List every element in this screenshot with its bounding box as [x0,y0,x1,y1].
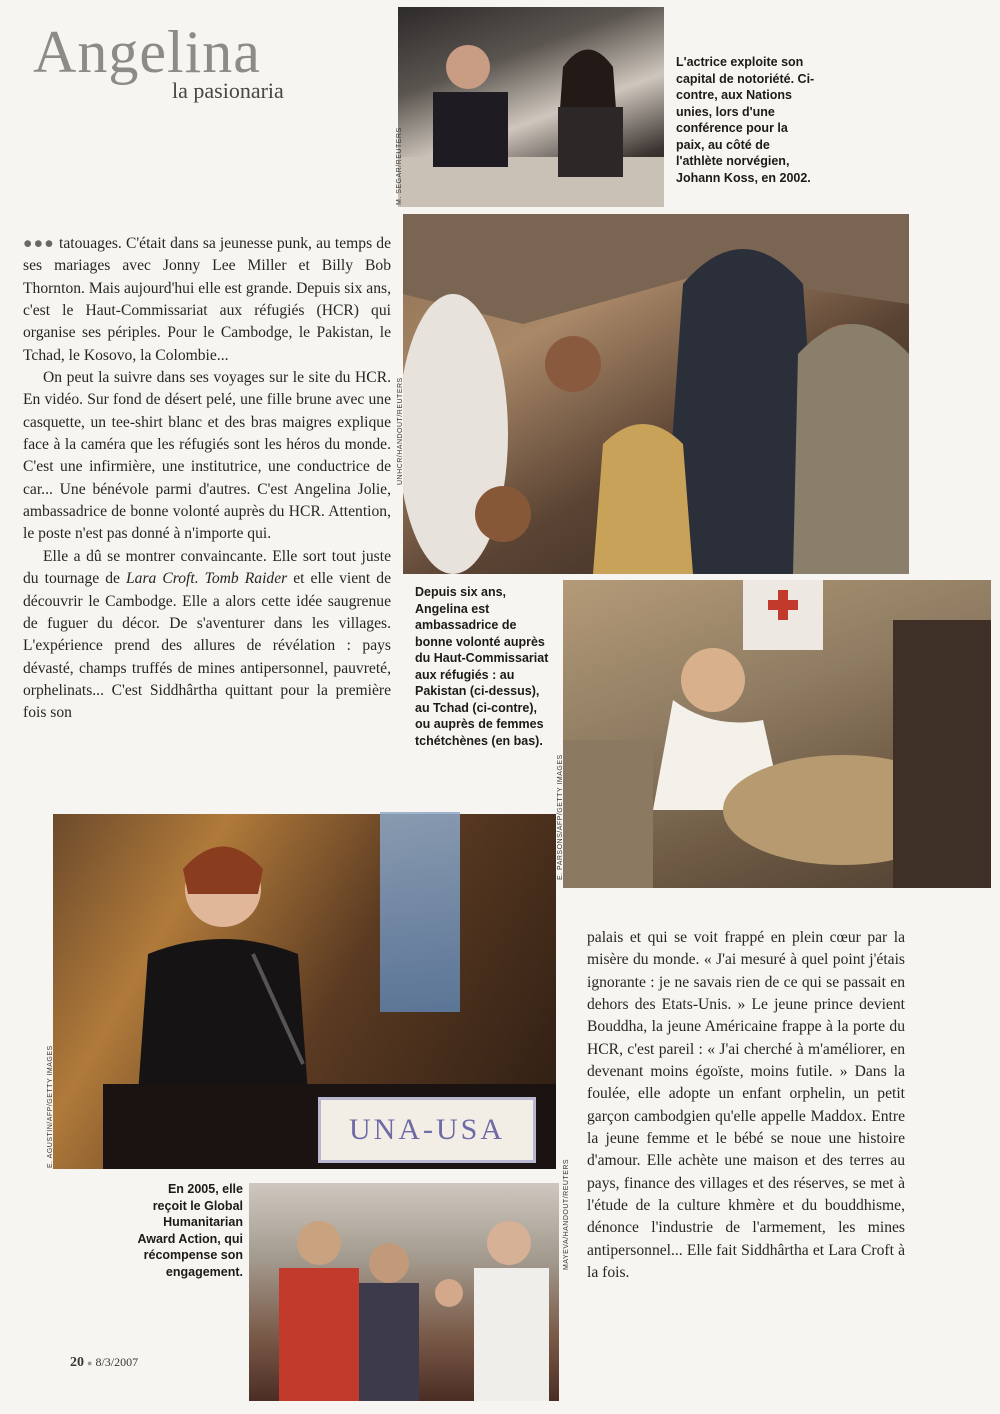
caption-chad: Depuis six ans, Angelina est ambassadrice de bonne volonté auprès du Haut-Commissariat aux réfugiés : au Pakistan (ci-dessus), au Tchad (ci-contre), ou auprès de femmes tchétchènes (en bas). [415,585,549,748]
issue-date: 8/3/2007 [95,1355,139,1369]
caption-un-conference: L'actrice exploite son capital de notoriété. Ci-contre, aux Nations unies, lors d'une conférence pour la paix, au côté de l'athlète norvégien, Johann Koss, en 2002. [676,55,815,185]
un-flag [380,812,460,1012]
article-title: Angelina [33,19,261,85]
article-paragraph [23,546,391,725]
chad-illustration [563,580,991,888]
chechnya-illustration [249,1183,559,1401]
sign-text: UNA-USA [349,1113,505,1146]
photo-credit: E. PARSONS/AFP/GETTY IMAGES [557,754,564,880]
paragraph-text: et elle vient de découvrir le Cambodge. Elle a alors cette idée saugrenue de fuguer du décor. De s'aventurer dans les villages. L'expérience prend des allures de révélation : pays dévasté, champs truffés de mines antipersonnel, pauvreté, orphelinats... C'est Siddhârtha quittant pour la première fois son [23,570,391,722]
footer-separator: ● [87,1358,93,1368]
pakistan-illustration [403,214,909,574]
una-usa-sign [318,1097,536,1163]
photo-un-conference [398,7,664,207]
article-paragraph [23,233,391,367]
page-number: 20 [70,1355,84,1370]
un-conference-illustration [398,7,664,207]
film-title: Lara Croft. Tomb Raider [125,570,288,588]
photo-chechnya [249,1183,559,1401]
photo-pakistan [403,214,909,574]
article-column-1 [23,233,391,725]
page-footer [70,1355,138,1371]
photo-credit: UNHCR/HANDOUT/REUTERS [397,377,404,485]
bullet-marker: ●●● [23,235,55,252]
paragraph-text: tatouages. C'était dans sa jeunesse punk, au temps de ses mariages avec Jonny Lee Miller et Billy Bob Thornton. Mais aujourd'hui elle est grande. Depuis six ans, c'est le Haut-Commissariat aux réfugiés (HCR) qui organise ses périples. Pour le Cambodge, le Pakistan, le Tchad, le Kosovo, la Colombie... [23,235,391,364]
photo-credit: E. AGUSTIN/AFP/GETTY IMAGES [47,1045,54,1168]
article-column-2 [587,927,905,1285]
photo-credit: M. SEGAR/REUTERS [396,127,403,205]
article-subtitle: la pasionaria [172,78,284,103]
photo-credit: MAYEVA/HANDOUT/REUTERS [563,1158,570,1270]
paragraph-text: Elle a dû se montrer convaincante. Elle sort tout juste du tournage de [23,547,391,588]
article-paragraph: On peut la suivre dans ses voyages sur le site du HCR. En vidéo. Sur fond de désert pelé, une fille brune avec une casquette, un tee-shirt blanc et des bras maigres explique face à la caméra que les réfugiés sont les héros du monde. C'est une infirmière, une institutrice, une conductrice de car... Une bénévole parmi d'autres. C'est Angelina Jolie, ambassadrice de bonne volonté auprès du HCR. Attention, le poste n'est pas donné à n'importe qui. [23,369,391,543]
photo-chad [563,580,991,888]
caption-chechnya: En 2005, elle reçoit le Global Humanitarian Award Action, qui récompense son engagement. [137,1182,243,1279]
article-paragraph: palais et qui se voit frappé en plein cœur par la misère du monde. « J'ai mesuré à quel point j'étais ignorante : je ne savais rien de ce qui se passait en dehors des Etats-Unis. » Le jeune prince devient Bouddha, la jeune Américaine frappe à la porte du HCR, c'est pareil : « J'ai cherché à m'améliorer, en devenant moins égoïste, moins futile. » Dans la foulée, elle adopte un enfant orphelin, un petit garçon cambodgien qu'elle appelle Maddox. Entre la jeune femme et le bébé se noue une histoire d'amour. Elle achète une maison et des terres au pays, finance des villages et des réserves, se met à l'étude de la culture khmère et du bouddhisme, dénonce l'industrie de l'armement, les mines antipersonnel... Elle fait Siddhârtha et Lara Croft à la fois. [587,929,905,1282]
